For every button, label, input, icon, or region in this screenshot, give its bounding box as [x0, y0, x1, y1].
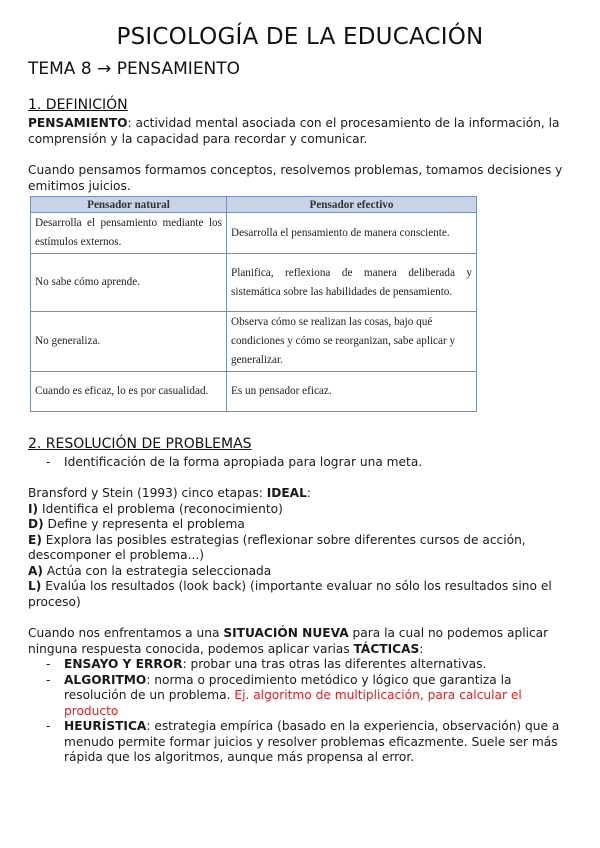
ideal-intro	[28, 486, 576, 502]
situation-block	[28, 626, 576, 766]
table-row	[31, 213, 477, 254]
list-item	[28, 502, 576, 518]
table-row	[31, 372, 477, 412]
table-cell: Desarrolla el pensamiento de manera consciente.	[227, 213, 477, 254]
tactic-text: : estrategia empírica (basado en la experiencia, observación) que a menudo permite formar juicios y resolver problemas eficazmente. Suele ser más rápida que los algoritmos, aunque más propensa al error.	[64, 719, 560, 764]
dash-marker: -	[46, 455, 51, 469]
step-letter: I)	[28, 501, 39, 516]
tactic-term: ENSAYO Y ERROR	[64, 657, 183, 671]
definition-text: : actividad mental asociada con el procesamiento de la información, la comprensión y la capacidad para recordar y comunicar.	[28, 116, 560, 146]
dash-marker: -	[46, 657, 51, 671]
list-item	[28, 455, 576, 471]
table-cell: Cuando es eficaz, lo es por casualidad.	[31, 372, 227, 412]
table-cell: No generaliza.	[31, 312, 227, 372]
thinking-intro: Cuando pensamos formamos conceptos, resolvemos problemas, tomamos decisiones y emitimos juicios.	[28, 163, 563, 193]
list-item	[28, 517, 576, 533]
ideal-block	[28, 486, 576, 610]
goal-bullet	[28, 455, 576, 471]
goal-bullet-text: Identificación de la forma apropiada para lograr una meta.	[64, 455, 423, 469]
definition-paragraph	[28, 116, 576, 147]
list-item	[28, 673, 576, 720]
tactics-bold: TÁCTICAS	[353, 641, 420, 656]
situation-text: Cuando nos enfrentamos a una	[28, 626, 224, 640]
step-letter: A)	[28, 563, 44, 578]
step-text: Define y representa el problema	[43, 517, 245, 531]
list-item	[28, 579, 576, 610]
step-letter: D)	[28, 517, 44, 531]
dash-marker: -	[46, 719, 51, 733]
document-title: PSICOLOGÍA DE LA EDUCACIÓN	[116, 24, 484, 50]
step-letter: L)	[28, 579, 42, 593]
tactic-text: : norma o procedimiento metódico y lógico que garantiza la resolución de un problema.	[64, 672, 512, 702]
tactic-example: Ej. algoritmo de multiplicación, para calcular el producto	[64, 688, 522, 718]
table-header-natural: Pensador natural	[31, 197, 227, 213]
dash-marker: -	[46, 672, 51, 687]
tactic-text: : probar una tras otras las diferentes alternativas.	[182, 657, 487, 671]
table-cell: Es un pensador eficaz.	[227, 372, 477, 412]
situation-text: para la cual no podemos aplicar ninguna respuesta conocida, podemos aplicar varias	[28, 626, 549, 656]
step-letter: E)	[28, 532, 42, 547]
table-cell: Planifica, reflexiona de manera deliberada y sistemática sobre las habilidades de pensamiento.	[227, 254, 477, 312]
list-item	[28, 719, 576, 766]
list-item	[28, 564, 576, 580]
table-row	[31, 312, 477, 372]
situation-bold: SITUACIÓN NUEVA	[223, 626, 349, 640]
definition-term: PENSAMIENTO	[28, 116, 128, 130]
tactic-term: HEURÍSTICA	[64, 719, 147, 733]
step-text: Explora las posibles estrategias (reflexionar sobre diferentes cursos de acción, descomponer el problema...)	[28, 532, 526, 562]
situation-intro	[28, 626, 576, 657]
table-cell: No sabe cómo aprende.	[31, 254, 227, 312]
table-header-effective: Pensador efectivo	[227, 197, 477, 213]
ideal-colon: :	[306, 486, 311, 500]
tactic-term: ALGORITMO	[64, 672, 147, 687]
tactics-list	[28, 657, 576, 766]
table-cell: Observa cómo se realizan las cosas, bajo qué condiciones y cómo se reorganizan, sabe aplicar y generalizar.	[227, 312, 477, 372]
document-subtitle: TEMA 8 → PENSAMIENTO	[28, 59, 241, 79]
list-item	[28, 657, 576, 673]
step-text: Actúa con la estrategia seleccionada	[43, 563, 272, 578]
step-text: Identifica el problema (reconocimiento)	[38, 501, 283, 516]
ideal-word: IDEAL	[266, 486, 307, 500]
table-header-row	[31, 197, 477, 213]
thinker-comparison-table	[30, 196, 477, 412]
table-cell: Desarrolla el pensamiento mediante los estímulos externos.	[31, 213, 227, 254]
situation-end: :	[419, 641, 424, 656]
section-2-heading: 2. RESOLUCIÓN DE PROBLEMAS	[28, 436, 252, 452]
step-text: Evalúa los resultados (look back) (importante evaluar no sólo los resultados sino el proceso)	[28, 579, 552, 609]
list-item	[28, 533, 576, 564]
section-1-heading: 1. DEFINICIÓN	[28, 97, 128, 113]
table-row	[31, 254, 477, 312]
ideal-intro-text: Bransford y Stein (1993) cinco etapas:	[28, 486, 267, 500]
